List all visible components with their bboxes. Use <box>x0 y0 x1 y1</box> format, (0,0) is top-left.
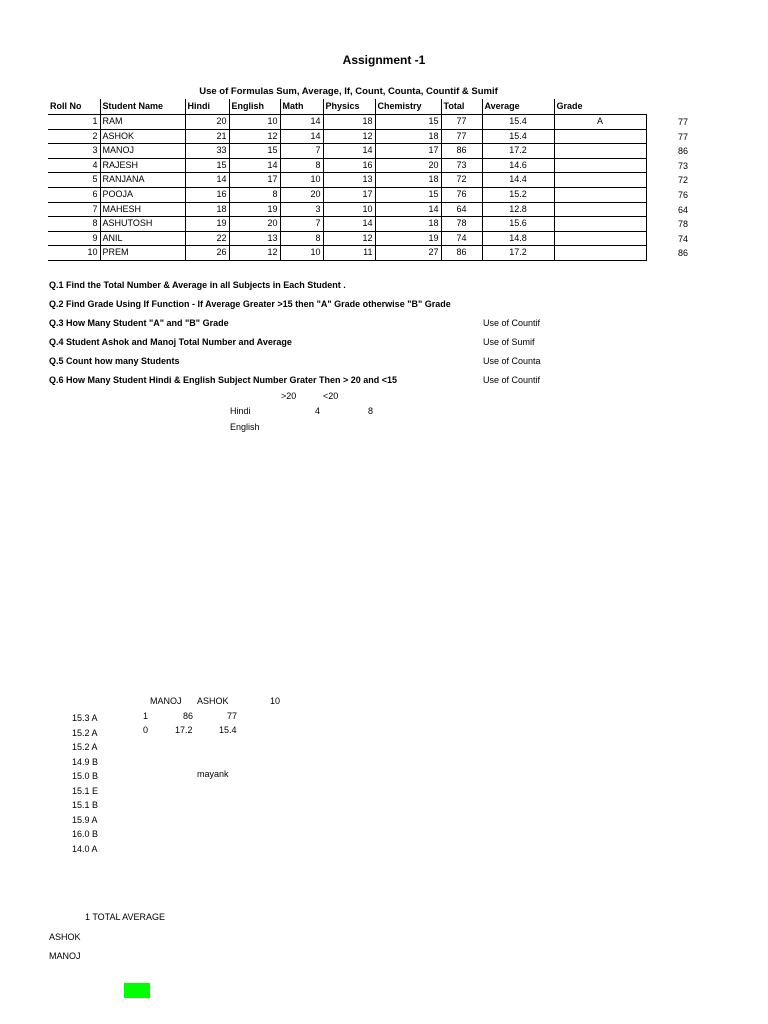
table-row <box>48 173 646 188</box>
q6-header-lt20: <20 <box>323 391 339 401</box>
cell-average: 15.4 <box>482 115 554 130</box>
col-header-roll-no: Roll No <box>50 101 82 111</box>
lower-manoj-label: MANOJ <box>150 696 182 706</box>
cell-chemistry: 27 <box>375 246 441 261</box>
col-header-physics: Physics <box>323 99 375 115</box>
lower-r2-c: 15.4 <box>219 725 237 735</box>
cell-roll: 7 <box>48 202 100 217</box>
cell-hindi: 22 <box>185 231 229 246</box>
cell-chemistry: 14 <box>375 202 441 217</box>
table-row <box>48 158 646 173</box>
cell-physics: 12 <box>323 129 375 144</box>
cell-roll: 8 <box>48 217 100 232</box>
cell-physics: 11 <box>323 246 375 261</box>
cell-total: 76 <box>441 187 482 202</box>
cell-math: 14 <box>280 115 323 130</box>
lower-ashok-label: ASHOK <box>197 696 229 706</box>
average-grade-item: 15.2 A <box>72 727 98 738</box>
question-1: Q.1 Find the Total Number & Average in all Subjects in Each Student . <box>49 280 346 290</box>
cell-english: 20 <box>229 217 280 232</box>
col-header-math: Math <box>280 99 323 115</box>
cell-total: 77 <box>441 115 482 130</box>
cell-roll: 10 <box>48 246 100 261</box>
cell-grade <box>554 144 646 159</box>
average-grade-item: 15.9 A <box>72 814 98 825</box>
cell-english: 17 <box>229 173 280 188</box>
cell-chemistry: 18 <box>375 129 441 144</box>
table-row <box>48 217 646 232</box>
average-grade-item: 15.1 E <box>72 785 99 796</box>
green-highlight-cell <box>124 983 150 998</box>
cell-total: 86 <box>441 246 482 261</box>
cell-math: 10 <box>280 246 323 261</box>
col-header-english: English <box>229 99 280 115</box>
cell-grade <box>554 217 646 232</box>
cell-roll: 4 <box>48 158 100 173</box>
bottom-manoj: MANOJ <box>49 951 81 961</box>
marks-table <box>48 99 647 261</box>
cell-english: 19 <box>229 202 280 217</box>
cell-total: 74 <box>441 231 482 246</box>
cell-name: RAM <box>100 115 185 130</box>
table-row <box>48 246 646 261</box>
cell-grade <box>554 187 646 202</box>
bottom-header: 1 TOTAL AVERAGE <box>85 912 166 922</box>
table-body <box>48 115 646 261</box>
cell-total: 64 <box>441 202 482 217</box>
side-total-column <box>650 115 688 261</box>
cell-physics: 10 <box>323 202 375 217</box>
cell-grade <box>554 202 646 217</box>
cell-hindi: 33 <box>185 144 229 159</box>
cell-math: 7 <box>280 217 323 232</box>
cell-average: 17.2 <box>482 246 554 261</box>
note-countif: Use of Countif <box>483 318 541 328</box>
cell-math: 8 <box>280 158 323 173</box>
cell-average: 14.8 <box>482 231 554 246</box>
cell-math: 7 <box>280 144 323 159</box>
side-total-value: 73 <box>677 160 688 171</box>
cell-grade <box>554 129 646 144</box>
cell-physics: 14 <box>323 217 375 232</box>
cell-roll: 3 <box>48 144 100 159</box>
bottom-ashok: ASHOK <box>49 932 81 942</box>
cell-name: ASHUTOSH <box>100 217 185 232</box>
page-title: Assignment -1 <box>342 53 426 67</box>
cell-total: 78 <box>441 217 482 232</box>
average-grade-item: 16.0 B <box>72 829 99 839</box>
side-total-value: 76 <box>677 189 688 200</box>
cell-hindi: 21 <box>185 129 229 144</box>
side-total-value: 72 <box>677 175 688 186</box>
question-5: Q.5 Count how many Students <box>49 356 180 366</box>
cell-average: 15.4 <box>482 129 554 144</box>
table-row <box>48 144 646 159</box>
question-2: Q.2 Find Grade Using If Function - If Average Greater >15 then "A" Grade otherwise "B" Grade <box>49 299 451 309</box>
cell-chemistry: 19 <box>375 231 441 246</box>
cell-total: 72 <box>441 173 482 188</box>
cell-math: 3 <box>280 202 323 217</box>
col-header-grade: Grade <box>554 99 646 115</box>
cell-chemistry: 15 <box>375 115 441 130</box>
cell-roll: 6 <box>48 187 100 202</box>
side-total-value: 86 <box>677 146 688 157</box>
question-6: Q.6 How Many Student Hindi & English Subject Number Grater Then > 20 and <15 <box>49 375 398 385</box>
cell-hindi: 15 <box>185 158 229 173</box>
cell-average: 12.8 <box>482 202 554 217</box>
cell-name: RANJANA <box>100 173 185 188</box>
cell-math: 14 <box>280 129 323 144</box>
cell-roll: 2 <box>48 129 100 144</box>
cell-english: 12 <box>229 246 280 261</box>
question-4: Q.4 Student Ashok and Manoj Total Number and Average <box>49 337 292 347</box>
cell-name: MANOJ <box>100 144 185 159</box>
note-countif-2: Use of Countif <box>483 375 541 385</box>
cell-english: 15 <box>229 144 280 159</box>
cell-name: MAHESH <box>100 202 185 217</box>
cell-math: 8 <box>280 231 323 246</box>
page-subtitle: Use of Formulas Sum, Average, If, Count, Counta, Countif & Sumif <box>199 86 498 97</box>
cell-math: 20 <box>280 187 323 202</box>
cell-average: 14.4 <box>482 173 554 188</box>
col-header-student-name: Student Name <box>100 99 185 115</box>
side-total-value: 77 <box>677 131 688 142</box>
side-total-value: 78 <box>677 219 688 230</box>
cell-hindi: 26 <box>185 246 229 261</box>
cell-hindi: 14 <box>185 173 229 188</box>
cell-chemistry: 17 <box>375 144 441 159</box>
cell-english: 13 <box>229 231 280 246</box>
side-total-value: 64 <box>677 204 688 215</box>
cell-hindi: 20 <box>185 115 229 130</box>
average-grade-item: 14.0 A <box>72 843 98 854</box>
lower-r1-c: 77 <box>227 711 238 721</box>
q6-row-hindi: Hindi <box>230 406 251 416</box>
q6-row-english: English <box>230 422 260 432</box>
cell-hindi: 16 <box>185 187 229 202</box>
table-row <box>48 187 646 202</box>
cell-grade <box>554 246 646 261</box>
cell-english: 10 <box>229 115 280 130</box>
average-grade-item: 14.9 B <box>72 756 99 767</box>
cell-physics: 14 <box>323 144 375 159</box>
lower-r1-a: 1 <box>143 711 149 721</box>
average-grade-item: 15.3 A <box>72 713 98 723</box>
q6-header-gt20: >20 <box>281 391 297 401</box>
average-grade-item: 15.1 B <box>72 800 99 810</box>
cell-name: POOJA <box>100 187 185 202</box>
cell-average: 15.2 <box>482 187 554 202</box>
table-row <box>48 129 646 144</box>
lower-ten-value: 10 <box>270 696 281 706</box>
table-row <box>48 231 646 246</box>
q6-hindi-gt: 4 <box>315 406 321 416</box>
cell-english: 12 <box>229 129 280 144</box>
cell-english: 14 <box>229 158 280 173</box>
table-row <box>48 202 646 217</box>
cell-total: 86 <box>441 144 482 159</box>
cell-hindi: 19 <box>185 217 229 232</box>
lower-r2-a: 0 <box>143 725 149 735</box>
cell-chemistry: 20 <box>375 158 441 173</box>
col-header-total: Total <box>441 99 482 115</box>
average-grade-item: 15.2 A <box>72 742 98 752</box>
cell-average: 17.2 <box>482 144 554 159</box>
cell-name: PREM <box>100 246 185 261</box>
cell-total: 73 <box>441 158 482 173</box>
cell-chemistry: 18 <box>375 217 441 232</box>
side-total-value: 77 <box>677 117 688 127</box>
cell-physics: 17 <box>323 187 375 202</box>
table-row <box>48 115 646 130</box>
note-counta: Use of Counta <box>483 356 541 366</box>
lower-mayank: mayank <box>197 769 229 779</box>
cell-roll: 9 <box>48 231 100 246</box>
col-header-hindi: Hindi <box>185 99 229 115</box>
cell-physics: 13 <box>323 173 375 188</box>
note-sumif: Use of Sumif <box>483 337 535 347</box>
cell-name: ANIL <box>100 231 185 246</box>
cell-hindi: 18 <box>185 202 229 217</box>
average-grade-list <box>72 711 98 856</box>
lower-r2-b: 17.2 <box>175 725 193 735</box>
cell-grade: A <box>554 115 646 130</box>
cell-total: 77 <box>441 129 482 144</box>
col-header-average: Average <box>482 99 554 115</box>
cell-physics: 18 <box>323 115 375 130</box>
average-grade-item: 15.0 B <box>72 771 99 781</box>
question-3: Q.3 How Many Student "A" and "B" Grade <box>49 318 229 328</box>
col-header-chemistry: Chemistry <box>375 99 441 115</box>
cell-physics: 12 <box>323 231 375 246</box>
side-total-value: 86 <box>677 248 688 259</box>
cell-name: RAJESH <box>100 158 185 173</box>
cell-physics: 16 <box>323 158 375 173</box>
cell-name: ASHOK <box>100 129 185 144</box>
cell-chemistry: 18 <box>375 173 441 188</box>
cell-average: 14.6 <box>482 158 554 173</box>
cell-math: 10 <box>280 173 323 188</box>
cell-grade <box>554 231 646 246</box>
q6-hindi-lt: 8 <box>368 406 374 416</box>
lower-r1-b: 86 <box>183 711 194 721</box>
table-header-row <box>48 99 646 115</box>
cell-grade <box>554 173 646 188</box>
side-total-value: 74 <box>677 233 688 244</box>
cell-chemistry: 15 <box>375 187 441 202</box>
cell-roll: 1 <box>48 115 100 130</box>
cell-average: 15.6 <box>482 217 554 232</box>
cell-grade <box>554 158 646 173</box>
cell-roll: 5 <box>48 173 100 188</box>
cell-english: 8 <box>229 187 280 202</box>
